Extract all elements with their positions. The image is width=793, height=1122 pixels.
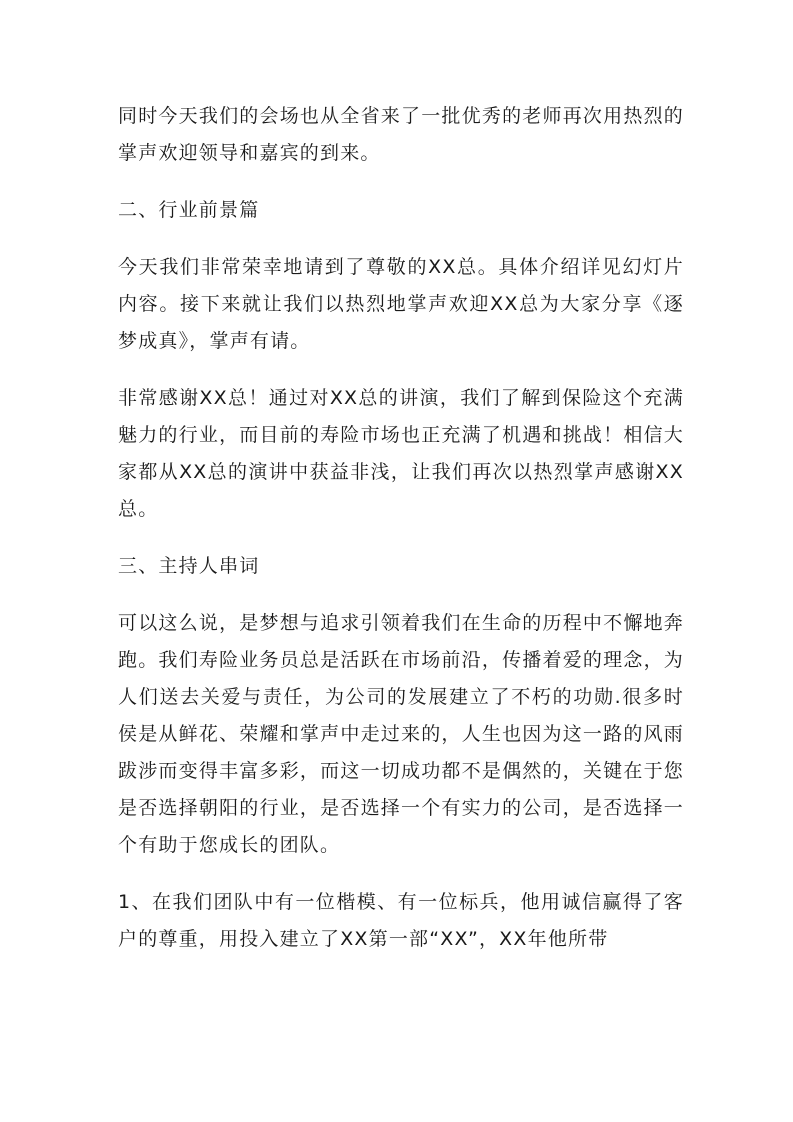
section-heading-host-script: 三、主持人串词 xyxy=(118,555,260,577)
document-page xyxy=(118,98,684,978)
paragraph-guest-introduction: 今天我们非常荣幸地请到了尊敬的XX总。具体介绍详见幻灯片内容。接下来就让我们以热烈地掌声欢迎XX总为大家分享《逐梦成真》，掌声有请。 xyxy=(118,256,684,352)
paragraph-welcome-teachers: 同时今天我们的会场也从全省来了一批优秀的老师再次用热烈的掌声欢迎领导和嘉宾的到来。 xyxy=(118,105,684,164)
paragraph-dream-pursuit: 可以这么说，是梦想与追求引领着我们在生命的历程中不懈地奔跑。我们寿险业务员总是活跃在市场前沿，传播着爱的理念，为人们送去关爱与责任，为公司的发展建立了不朽的功勋.很多时侯是从鲜花、荣耀和掌声中走过来的，人生也因为这一路的风雨跋涉而变得丰富多彩，而这一切成功都不是偶然的，关键在于您是否选择朝阳的行业，是否选择一个有实力的公司，是否选择一个有助于您成长的团队。 xyxy=(118,612,684,856)
paragraph-thanks-speaker: 非常感谢XX总！通过对XX总的讲演，我们了解到保险这个充满魅力的行业，而目前的寿险市场也正充满了机遇和挑战！相信大家都从XX总的演讲中获益非浅，让我们再次以热烈掌声感谢XX总。 xyxy=(118,387,684,520)
paragraph-team-role-model: 1、在我们团队中有一位楷模、有一位标兵，他用诚信赢得了客户的尊重，用投入建立了XX第一部“XX”，XX年他所带 xyxy=(118,891,684,950)
section-heading-industry-outlook: 二、行业前景篇 xyxy=(118,199,260,221)
